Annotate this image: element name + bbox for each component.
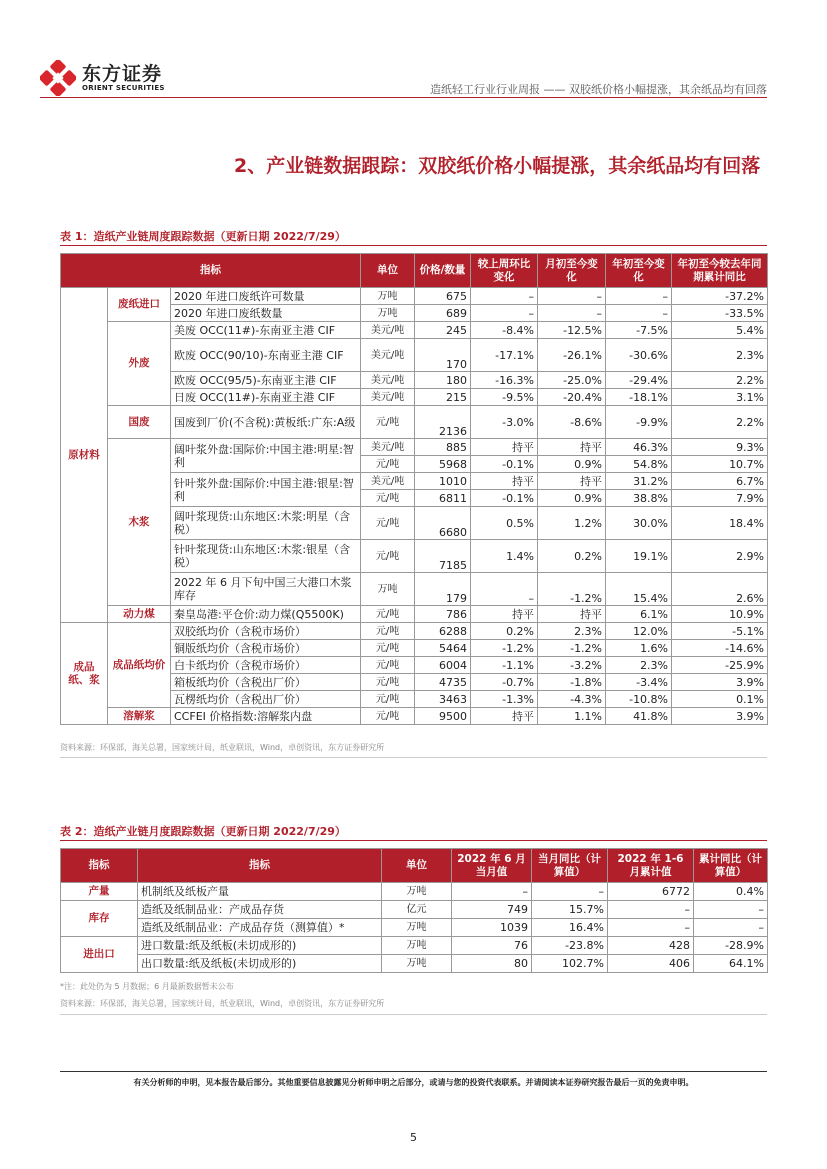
row-unit: 美元/吨 [361,389,415,406]
table-row [61,439,768,456]
orient-logo-icon [40,60,76,96]
row-yoy: 2.3% [672,339,768,372]
row-unit: 元/吨 [361,507,415,540]
row-value: 6811 [415,490,471,507]
row-mtd: 2.3% [538,623,606,640]
row-ytd: 41.8% [606,708,672,725]
header-divider [40,97,767,98]
row-name: 针叶浆现货:山东地区:木浆:银星（含税） [171,540,361,573]
row-month: 749 [452,901,532,919]
row-yoy: -33.5% [672,305,768,322]
row-yoy: 3.9% [672,674,768,691]
row-ytd: 31.2% [606,473,672,490]
row-yoy: 7.9% [672,490,768,507]
row-ytd: 12.0% [606,623,672,640]
row-wow: -0.7% [471,674,538,691]
category-inventory: 库存 [61,901,138,937]
row-unit: 元/吨 [361,691,415,708]
row-value: 5464 [415,640,471,657]
row-cum-yoy: – [694,919,768,937]
row-wow: 持平 [471,708,538,725]
table-row [61,708,768,725]
monthly-tracking-table [60,848,768,973]
row-yoy: 2.6% [672,573,768,606]
row-value: 245 [415,322,471,339]
row-value: 885 [415,439,471,456]
row-mtd: 0.9% [538,490,606,507]
row-value: 675 [415,288,471,305]
row-mtd: 持平 [538,439,606,456]
row-mtd: -12.5% [538,322,606,339]
row-yoy: -25.9% [672,657,768,674]
row-mtd: 0.9% [538,456,606,473]
row-unit: 美元/吨 [361,322,415,339]
table2-header-month-yoy: 当月同比（计算值） [532,849,608,883]
row-value: 4735 [415,674,471,691]
row-month: 1039 [452,919,532,937]
row-wow: -8.4% [471,322,538,339]
row-ytd: -18.1% [606,389,672,406]
row-cum-yoy: 0.4% [694,883,768,901]
table1-header-ytd: 年初至今变化 [606,254,672,288]
row-ytd: – [606,288,672,305]
row-month: – [452,883,532,901]
row-mtd: 持平 [538,606,606,623]
group-raw-materials: 原材料 [61,288,108,623]
table2-header-indicator: 指标 [138,849,382,883]
table-row [61,955,768,973]
logo-chinese-name: 东方证券 [82,62,163,85]
row-name: 欧废 OCC(95/5)-东南亚主港 CIF [171,372,361,389]
table-row [61,606,768,623]
subgroup-foreign-waste: 外废 [108,322,171,406]
subgroup-paper-avg-price: 成品纸均价 [108,623,171,708]
row-mtd: 1.2% [538,507,606,540]
subgroup-domestic-waste: 国废 [108,406,171,439]
row-name: 2022 年 6 月下旬中国三大港口木浆库存 [171,573,361,606]
row-yoy: 3.1% [672,389,768,406]
row-month-yoy: -23.8% [532,937,608,955]
row-value: 6288 [415,623,471,640]
subgroup-wood-pulp: 木浆 [108,439,171,606]
footer-divider [60,1071,767,1072]
row-cum-yoy: 64.1% [694,955,768,973]
row-yoy: -5.1% [672,623,768,640]
row-unit: 元/吨 [361,640,415,657]
row-ytd: -3.4% [606,674,672,691]
row-unit: 元/吨 [361,623,415,640]
row-mtd: 持平 [538,473,606,490]
group-finished-paper-pulp: 成品纸、浆 [61,623,108,725]
table-row [61,901,768,919]
row-wow: 0.5% [471,507,538,540]
row-ytd: -29.4% [606,372,672,389]
table2-bottom-rule [60,1014,767,1015]
row-name: 造纸及纸制品业：产成品存货（测算值）* [138,919,382,937]
row-value: 786 [415,606,471,623]
row-yoy: 0.1% [672,691,768,708]
row-yoy: 5.4% [672,322,768,339]
row-mtd: -3.2% [538,657,606,674]
row-name: 针叶浆外盘:国际价:中国主港:银星:智利 [171,473,361,507]
row-unit: 万吨 [361,305,415,322]
table1-header-wow: 较上周环比变化 [471,254,538,288]
row-unit: 元/吨 [361,674,415,691]
weekly-tracking-table [60,253,768,725]
row-cum-yoy: -28.9% [694,937,768,955]
row-name: 2020 年进口废纸数量 [171,305,361,322]
row-yoy: 10.9% [672,606,768,623]
row-unit: 美元/吨 [361,473,415,490]
table1-caption: 表 1：造纸产业链周度跟踪数据（更新日期 2022/7/29） [60,230,346,243]
category-production: 产量 [61,883,138,901]
row-unit: 元/吨 [361,657,415,674]
row-value: 3463 [415,691,471,708]
row-name: 阔叶浆外盘:国际价:中国主港:明星:智利 [171,439,361,473]
table2-note: *注：此处仍为 5 月数据；6 月最新数据暂未公布 [60,982,234,991]
row-unit: 万吨 [382,955,452,973]
row-mtd: -1.8% [538,674,606,691]
table1-header-indicator: 指标 [61,254,361,288]
row-unit: 元/吨 [361,708,415,725]
report-header-title: 造纸轻工行业行业周报 —— 双胶纸价格小幅提涨，其余纸品均有回落 [430,83,767,96]
row-wow: 0.2% [471,623,538,640]
row-mtd: -1.2% [538,640,606,657]
row-cum-yoy: – [694,901,768,919]
row-unit: 美元/吨 [361,339,415,372]
row-ytd: -30.6% [606,339,672,372]
row-ytd: 6.1% [606,606,672,623]
table-row [61,623,768,640]
row-cum: – [608,919,694,937]
row-mtd: 0.2% [538,540,606,573]
row-name: 阔叶浆现货:山东地区:木浆:明星（含税） [171,507,361,540]
row-unit: 元/吨 [361,456,415,473]
row-wow: -1.2% [471,640,538,657]
row-month-yoy: 15.7% [532,901,608,919]
row-name: 2020 年进口废纸许可数量 [171,288,361,305]
row-value: 1010 [415,473,471,490]
row-month-yoy: 102.7% [532,955,608,973]
row-wow: -9.5% [471,389,538,406]
row-cum: 428 [608,937,694,955]
row-name: 铜版纸均价（含税市场价） [171,640,361,657]
row-ytd: 2.3% [606,657,672,674]
table1-header-unit: 单位 [361,254,415,288]
row-ytd: 38.8% [606,490,672,507]
row-wow: -0.1% [471,490,538,507]
table2-header-month-value: 2022 年 6 月当月值 [452,849,532,883]
table1-header-value: 价格/数量 [415,254,471,288]
row-ytd: 54.8% [606,456,672,473]
table-row [61,406,768,439]
row-yoy: 10.7% [672,456,768,473]
row-yoy: 6.7% [672,473,768,490]
row-wow: -1.3% [471,691,538,708]
row-yoy: 9.3% [672,439,768,456]
row-name: 国废到厂价(不含税):黄板纸:广东:A级 [171,406,361,439]
row-value: 180 [415,372,471,389]
row-wow: -1.1% [471,657,538,674]
subgroup-dissolving-pulp: 溶解浆 [108,708,171,725]
table-row [61,883,768,901]
row-wow: -3.0% [471,406,538,439]
row-value: 9500 [415,708,471,725]
row-ytd: -7.5% [606,322,672,339]
row-month-yoy: – [532,883,608,901]
row-name: 美废 OCC(11#)-东南亚主港 CIF [171,322,361,339]
row-unit: 万吨 [382,937,452,955]
row-value: 6680 [415,507,471,540]
row-name: 瓦楞纸均价（含税出厂价） [171,691,361,708]
row-wow: – [471,573,538,606]
row-mtd: -8.6% [538,406,606,439]
row-yoy: 2.2% [672,372,768,389]
row-yoy: 2.2% [672,406,768,439]
row-name: 秦皇岛港:平仓价:动力煤(Q5500K) [171,606,361,623]
row-cum: 406 [608,955,694,973]
row-mtd: -1.2% [538,573,606,606]
row-ytd: – [606,305,672,322]
row-name: 机制纸及纸板产量 [138,883,382,901]
table1-header-row [61,254,768,288]
subgroup-waste-paper-import: 废纸进口 [108,288,171,322]
table2-source: 资料来源：环保部，海关总署，国家统计局，纸业联讯，Wind，卓创资讯，东方证券研究所 [60,999,385,1008]
table2-header-row [61,849,768,883]
row-ytd: 30.0% [606,507,672,540]
row-mtd: 1.1% [538,708,606,725]
row-yoy: -14.6% [672,640,768,657]
table1-header-mtd: 月初至今变化 [538,254,606,288]
row-ytd: 46.3% [606,439,672,456]
subgroup-thermal-coal: 动力煤 [108,606,171,623]
table1-bottom-rule [60,757,767,758]
category-import-export: 进出口 [61,937,138,973]
row-yoy: 3.9% [672,708,768,725]
row-mtd: -4.3% [538,691,606,708]
row-cum: 6772 [608,883,694,901]
row-unit: 亿元 [382,901,452,919]
row-ytd: 19.1% [606,540,672,573]
row-yoy: 2.9% [672,540,768,573]
table1-source: 资料来源：环保部，海关总署，国家统计局，纸业联讯，Wind，卓创资讯，东方证券研究所 [60,743,385,752]
row-unit: 万吨 [382,919,452,937]
row-month-yoy: 16.4% [532,919,608,937]
row-cum: – [608,901,694,919]
table2-header-unit: 单位 [382,849,452,883]
table-row [61,937,768,955]
row-unit: 元/吨 [361,540,415,573]
row-value: 179 [415,573,471,606]
row-yoy: -37.2% [672,288,768,305]
row-month: 80 [452,955,532,973]
row-name: 出口数量:纸及纸板(未切成形的) [138,955,382,973]
row-mtd: -25.0% [538,372,606,389]
row-unit: 元/吨 [361,606,415,623]
table2-header-category: 指标 [61,849,138,883]
row-mtd: – [538,305,606,322]
row-name: 欧废 OCC(90/10)-东南亚主港 CIF [171,339,361,372]
row-wow: 持平 [471,439,538,456]
row-name: 造纸及纸制品业：产成品存货 [138,901,382,919]
table-row [61,288,768,305]
logo-english-name: ORIENT SECURITIES [82,83,165,92]
row-mtd: – [538,288,606,305]
row-mtd: -26.1% [538,339,606,372]
row-yoy: 18.4% [672,507,768,540]
row-unit: 万吨 [361,288,415,305]
section-title: 2、产业链数据跟踪：双胶纸价格小幅提涨，其余纸品均有回落 [234,155,761,177]
row-ytd: 15.4% [606,573,672,606]
table2-header-cum-value: 2022 年 1-6 月累计值 [608,849,694,883]
table-row [61,322,768,339]
row-name: 白卡纸均价（含税市场价） [171,657,361,674]
row-name: CCFEI 价格指数:溶解浆内盘 [171,708,361,725]
row-wow: -17.1% [471,339,538,372]
row-ytd: 1.6% [606,640,672,657]
row-unit: 万吨 [361,573,415,606]
row-name: 双胶纸均价（含税市场价） [171,623,361,640]
row-unit: 万吨 [382,883,452,901]
footer-disclaimer: 有关分析师的申明，见本报告最后部分。其他重要信息披露见分析师申明之后部分，或请与您的投资代表联系。并请阅读本证券研究报告最后一页的免责申明。 [133,1078,694,1087]
row-unit: 元/吨 [361,406,415,439]
company-logo [40,60,165,96]
row-wow: -0.1% [471,456,538,473]
row-name: 日废 OCC(11#)-东南亚主港 CIF [171,389,361,406]
row-month: 76 [452,937,532,955]
row-wow: 持平 [471,606,538,623]
row-value: 215 [415,389,471,406]
row-value: 5968 [415,456,471,473]
row-name: 进口数量:纸及纸板(未切成形的) [138,937,382,955]
row-unit: 美元/吨 [361,439,415,456]
table1-top-rule [60,245,767,246]
table-row [61,919,768,937]
table2-header-cum-yoy: 累计同比（计算值） [694,849,768,883]
row-wow: – [471,305,538,322]
row-name: 箱板纸均价（含税出厂价） [171,674,361,691]
row-wow: – [471,288,538,305]
row-value: 7185 [415,540,471,573]
row-wow: 1.4% [471,540,538,573]
row-value: 2136 [415,406,471,439]
row-ytd: -9.9% [606,406,672,439]
row-mtd: -20.4% [538,389,606,406]
row-ytd: -10.8% [606,691,672,708]
row-wow: -16.3% [471,372,538,389]
row-unit: 美元/吨 [361,372,415,389]
row-value: 170 [415,339,471,372]
row-unit: 元/吨 [361,490,415,507]
table1-header-yoy: 年初至今较去年同期累计同比 [672,254,768,288]
table2-top-rule [60,840,767,841]
row-value: 6004 [415,657,471,674]
page-number: 5 [410,1131,417,1144]
table2-caption: 表 2：造纸产业链月度跟踪数据（更新日期 2022/7/29） [60,825,346,838]
row-wow: 持平 [471,473,538,490]
row-value: 689 [415,305,471,322]
